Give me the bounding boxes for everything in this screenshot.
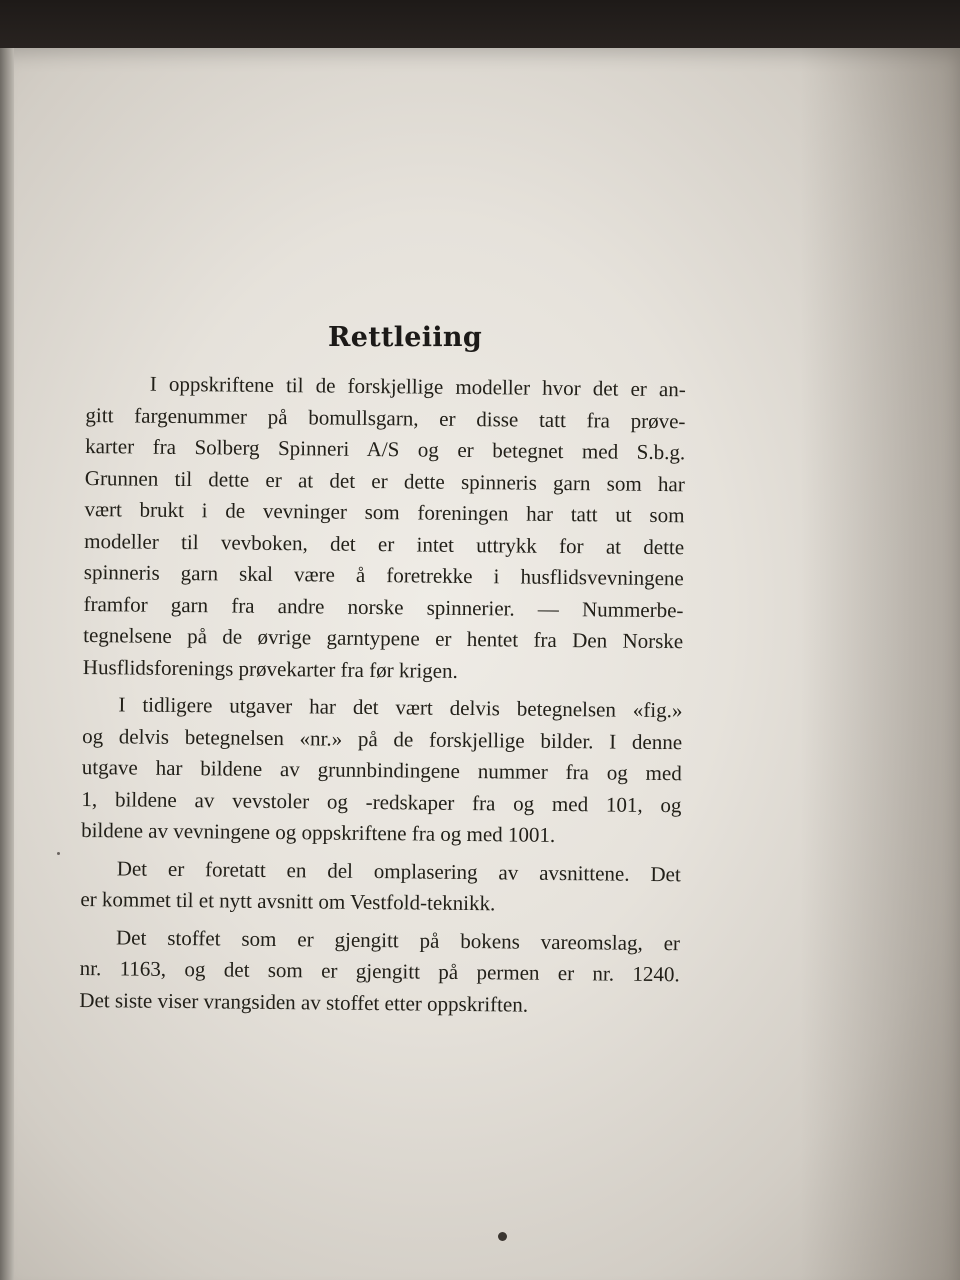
text-line: og delvis betegnelsen «nr.» på de forskjellige bilder. I denne	[82, 723, 683, 754]
text-line: utgave har bildene av grunnbindingene nummer fra og med	[81, 754, 682, 786]
text-line: framfor garn fra andre norske spinnerier. — Nummerbe-	[83, 591, 684, 622]
text-line: gitt fargenummer på bomullsgarn, er disse tatt fra prøve-	[85, 402, 686, 433]
text-line: I oppskriftene til de forskjellige modeller hvor det er an-	[149, 371, 686, 402]
text-line: Grunnen til dette er at det er dette spinneris garn som har	[84, 465, 685, 496]
paragraph	[80, 852, 681, 921]
text-line: vært brukt i de vevninger som foreningen har tatt ut som	[84, 496, 685, 528]
paragraph	[79, 921, 680, 1022]
text-line: bildene av vevningene og oppskriftene fra og med 1001.	[81, 817, 556, 847]
page-edge	[0, 48, 14, 1280]
body-text	[79, 368, 686, 1022]
text-line: Husflidsforenings prøvekarter fra før krigen.	[82, 654, 458, 683]
text-line: modeller til vevboken, det er intet uttrykk for at dette	[84, 528, 685, 559]
text-line: Det siste viser vrangsiden av stoffet etter oppskriften.	[79, 987, 529, 1017]
text-line: Det er foretatt en del omplasering av avsnittene. Det	[116, 855, 681, 886]
text-line: 1, bildene av vevstoler og -redskaper fra og med 101, og	[81, 786, 682, 817]
paragraph	[81, 689, 683, 853]
paper-speck	[57, 852, 60, 855]
text-line: karter fra Solberg Spinneri A/S og er betegnet med S.b.g.	[85, 433, 686, 465]
text-line: spinneris garn skal være å foretrekke i husflidsvevningene	[83, 559, 684, 591]
text-line: nr. 1163, og det som er gjengitt på permen er nr. 1240.	[79, 955, 680, 987]
text-line: Det stoffet som er gjengitt på bokens vareomslag, er	[115, 924, 681, 955]
page-marker-dot	[498, 1232, 507, 1241]
text-line: I tidligere utgaver har det vært delvis betegnelsen «fig.»	[118, 692, 683, 723]
text-line: er kommet til et nytt avsnitt om Vestfold-teknikk.	[80, 886, 496, 916]
paragraph	[83, 368, 686, 689]
text-line: tegnelsene på de øvrige garntypene er hentet fra Den Norske	[83, 622, 684, 654]
page-title: Rettleiing	[327, 322, 483, 353]
page-shadow	[800, 48, 960, 1280]
